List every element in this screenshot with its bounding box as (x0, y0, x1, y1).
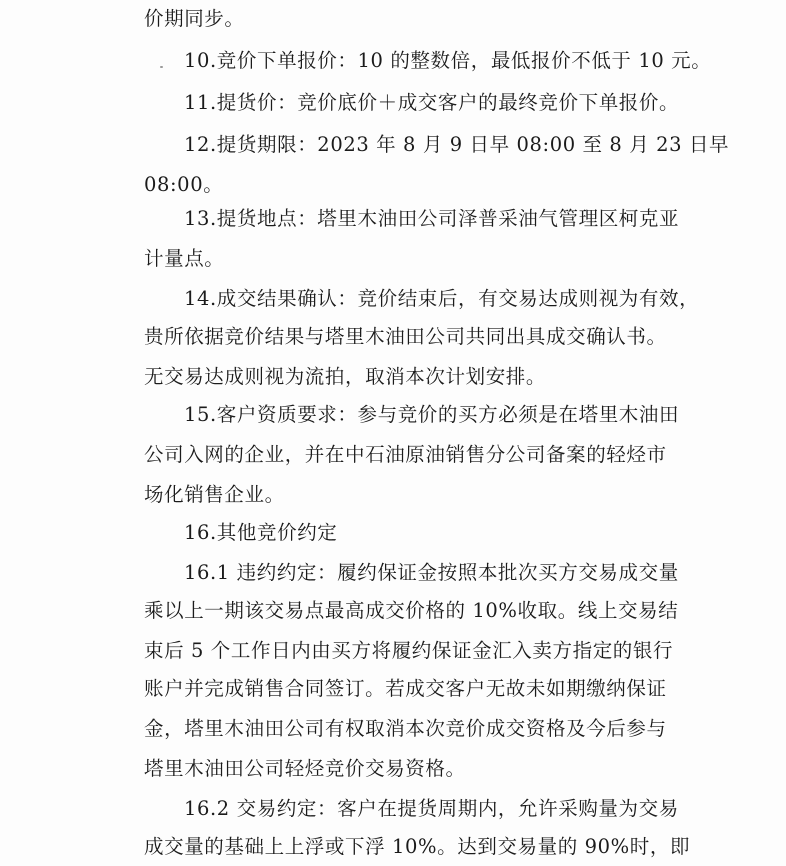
text-line: 11.提货价：竞价底价＋成交客户的最终竞价下单报价。 (184, 91, 680, 114)
text-line: 08:00。 (144, 173, 224, 196)
text-line: 成交量的基础上上浮或下浮 10%。达到交易量的 90%时，即 (144, 835, 691, 858)
text-line: 场化销售企业。 (144, 483, 285, 506)
text-line: 乘以上一期该交易点最高成交价格的 10%收取。线上交易结 (144, 599, 679, 622)
text-line: 价期同步。 (144, 7, 245, 30)
text-line: 16.其他竞价约定 (184, 521, 338, 544)
text-line: 10.竞价下单报价：10 的整数倍，最低报价不低于 10 元。 (184, 49, 712, 72)
text-line: 12.提货期限：2023 年 8 月 9 日早 08:00 至 8 月 23 日早 (184, 133, 730, 156)
text-line: 计量点。 (144, 247, 225, 270)
text-line: 账户并完成销售合同签订。若成交客户无故未如期缴纳保证 (144, 677, 667, 700)
text-line: 束后 5 个工作日内由买方将履约保证金汇入卖方指定的银行 (144, 639, 674, 662)
text-line: 16.2 交易约定：客户在提货周期内，允许采购量为交易 (184, 797, 679, 820)
text-line: 公司入网的企业，并在中石油原油销售分公司备案的轻烃市 (144, 443, 667, 466)
text-line: 塔里木油田公司轻烃竞价交易资格。 (144, 757, 466, 780)
scan-speck (160, 66, 163, 68)
text-line: 金，塔里木油田公司有权取消本次竞价成交资格及今后参与 (144, 717, 667, 740)
text-line: 15.客户资质要求：参与竞价的买方必须是在塔里木油田 (184, 403, 680, 426)
text-line: 贵所依据竞价结果与塔里木油田公司共同出具成交确认书。 (144, 325, 667, 348)
text-line: 16.1 违约约定：履约保证金按照本批次买方交易成交量 (184, 561, 679, 584)
text-line: 14.成交结果确认：竞价结束后，有交易达成则视为有效， (184, 287, 700, 310)
text-line: 无交易达成则视为流拍，取消本次计划安排。 (144, 365, 547, 388)
text-line: 13.提货地点：塔里木油田公司泽普采油气管理区柯克亚 (184, 207, 680, 230)
